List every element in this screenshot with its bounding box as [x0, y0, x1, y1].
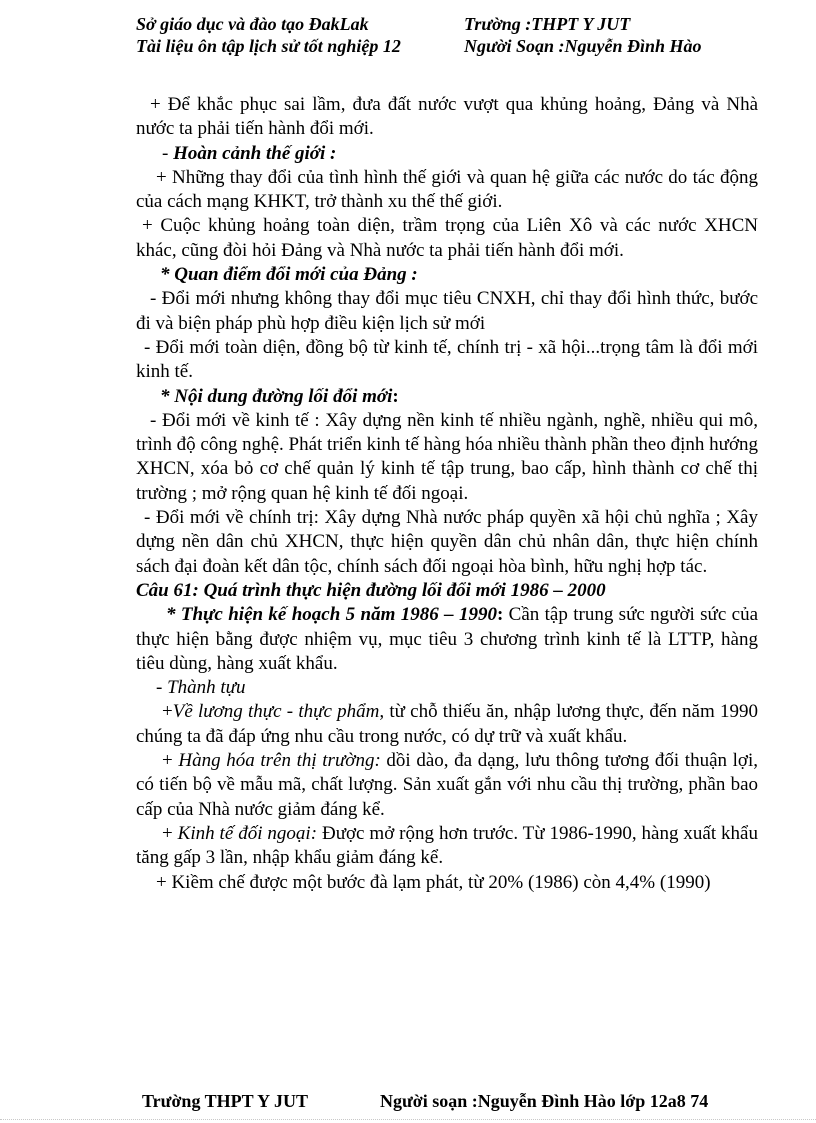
goods-label: Hàng hóa trên thị trường: [178, 750, 381, 772]
section-heading: - Thành tựu [156, 677, 246, 699]
footer-school: Trường THPT Y JUT [142, 1091, 308, 1111]
section-heading: * Quan điểm đổi mới của Đảng : [160, 264, 418, 286]
heading-world-context: Hoàn cảnh thế giới : [173, 142, 337, 164]
heading-party-view: Quan điểm đổi mới của Đảng : [174, 264, 418, 286]
paragraph: + Những thay đổi của tình hình thế giới và quan hệ giữa các nước do tác động của cách mạng KHKT, trở thành xu thế thế giới. [136, 166, 758, 213]
document-body [136, 93, 758, 895]
paragraph: - Đổi mới toàn diện, đồng bộ từ kinh tế, chính trị - xã hội...trọng tâm là đổi mới kinh tế. [136, 336, 758, 383]
paragraph: + Hàng hóa trên thị trường: dồi dào, đa dạng, lưu thông tương đối thuận lợi, có tiến bộ về mẫu mã, chất lượng. Sản xuất gắn với nhu cầu thị trường, phần bao cấp của Nhà nước giảm đáng kể. [136, 750, 759, 820]
paragraph: + Để khắc phục sai lầm, đưa đất nước vượt qua khủng hoảng, Đảng và Nhà nước ta phải tiến hành đổi mới. [136, 94, 758, 140]
paragraph: - Đổi mới về kinh tế : Xây dựng nền kinh tế nhiều ngành, nghề, nhiều qui mô, trình độ công nghệ. Phát triển kinh tế hàng hóa nhiều thành phần theo định hướng XHCN, xóa bỏ cơ chế quản lý kinh tế tập trung, bao cấp, hình thành cơ chế thị trường ; mở rộng quan hệ kinh tế đối ngoại. [136, 409, 758, 504]
header-row-1 [136, 13, 776, 35]
footer-divider [0, 1119, 816, 1120]
paragraph: + Kinh tế đối ngoại: Được mở rộng hơn trước. Từ 1986-1990, hàng xuất khẩu tăng gấp 3 lần, nhập khẩu giảm đáng kể. [136, 822, 758, 869]
question-title: Câu 61: Quá trình thực hiện đường lối đổi mới 1986 – 2000 [136, 579, 606, 601]
header-row-2 [136, 35, 776, 57]
food-text: từ chỗ thiếu ăn, nhập lương thực, đến năm 1990 chúng ta đã đáp ứng nhu cầu trong nước, có dự trữ và xuất khẩu. [136, 701, 758, 747]
paragraph: +Về lương thực - thực phẩm, từ chỗ thiếu ăn, nhập lương thực, đến năm 1990 chúng ta đã đáp ứng nhu cầu trong nước, có dự trữ và xuất khẩu. [136, 701, 758, 747]
paragraph: + Kiềm chế được một bước đà lạm phát, từ 20% (1986) còn 4,4% (1990) [156, 871, 711, 893]
header-document-title: Tài liệu ôn tập lịch sử tốt nghiệp 12 [136, 36, 401, 56]
external-text: Được mở rộng hơn trước. Từ 1986-1990, hàng xuất khẩu tăng gấp 3 lần, nhập khẩu giảm đáng kể. [136, 822, 758, 869]
heading-reform-content: Nội dung đường lối đổi mới [174, 385, 393, 407]
section-heading: - Hoàn cảnh thế giới : [162, 142, 337, 164]
paragraph: + Cuộc khủng hoảng toàn diện, trầm trọng của Liên Xô và các nước XHCN khác, cũng đòi hỏi Đảng và Nhà nước ta phải tiến hành đổi mới. [136, 215, 758, 261]
header-school: Trường :THPT Y JUT [464, 14, 631, 34]
goods-text: dồi dào, đa dạng, lưu thông tương đối thuận lợi, có tiến bộ về mẫu mã, chất lượng. Sản xuất gắn với nhu cầu thị trường, phần bao cấp của Nhà nước giảm đáng kể. [136, 750, 759, 820]
header-department: Sở giáo dục và đào tạo ĐakLak [136, 14, 369, 34]
plan-text: Cần tập trung sức người sức của thực hiện bằng được nhiệm vụ, mục tiêu 3 chương trình kinh tế là LTTP, hàng tiêu dùng, hàng xuất khẩu. [136, 604, 759, 674]
page-header [136, 13, 776, 57]
external-label: Kinh tế đối ngoại: [177, 822, 318, 844]
page-footer [142, 1091, 762, 1112]
food-label: Về lương thực - thực phẩm, [172, 701, 385, 723]
plan-title: Thực hiện kế hoạch 5 năm 1986 – 1990 [180, 604, 497, 626]
section-heading: * Nội dung đường lối đổi mới: [160, 385, 399, 407]
paragraph: * Thực hiện kế hoạch 5 năm 1986 – 1990: Cần tập trung sức người sức của thực hiện bằng được nhiệm vụ, mục tiêu 3 chương trình kinh tế là LTTP, hàng tiêu dùng, hàng xuất khẩu. [136, 604, 759, 674]
footer-author: Người soạn :Nguyễn Đình Hào lớp 12a8 74 [380, 1091, 709, 1111]
paragraph: - Đổi mới về chính trị: Xây dựng Nhà nước pháp quyền xã hội chủ nghĩa ; Xây dựng nền dân chủ XHCN, thực hiện quyền dân chủ nhân dân, thực hiện chính sách đại đoàn kết dân tộc, chính sách đối ngoại hòa bình, hữu nghị hợp tác. [136, 507, 758, 577]
paragraph: - Đổi mới nhưng không thay đổi mục tiêu CNXH, chỉ thay đổi hình thức, bước đi và biện pháp phù hợp điều kiện lịch sử mới [136, 288, 758, 334]
header-author: Người Soạn :Nguyễn Đình Hào [464, 36, 702, 56]
